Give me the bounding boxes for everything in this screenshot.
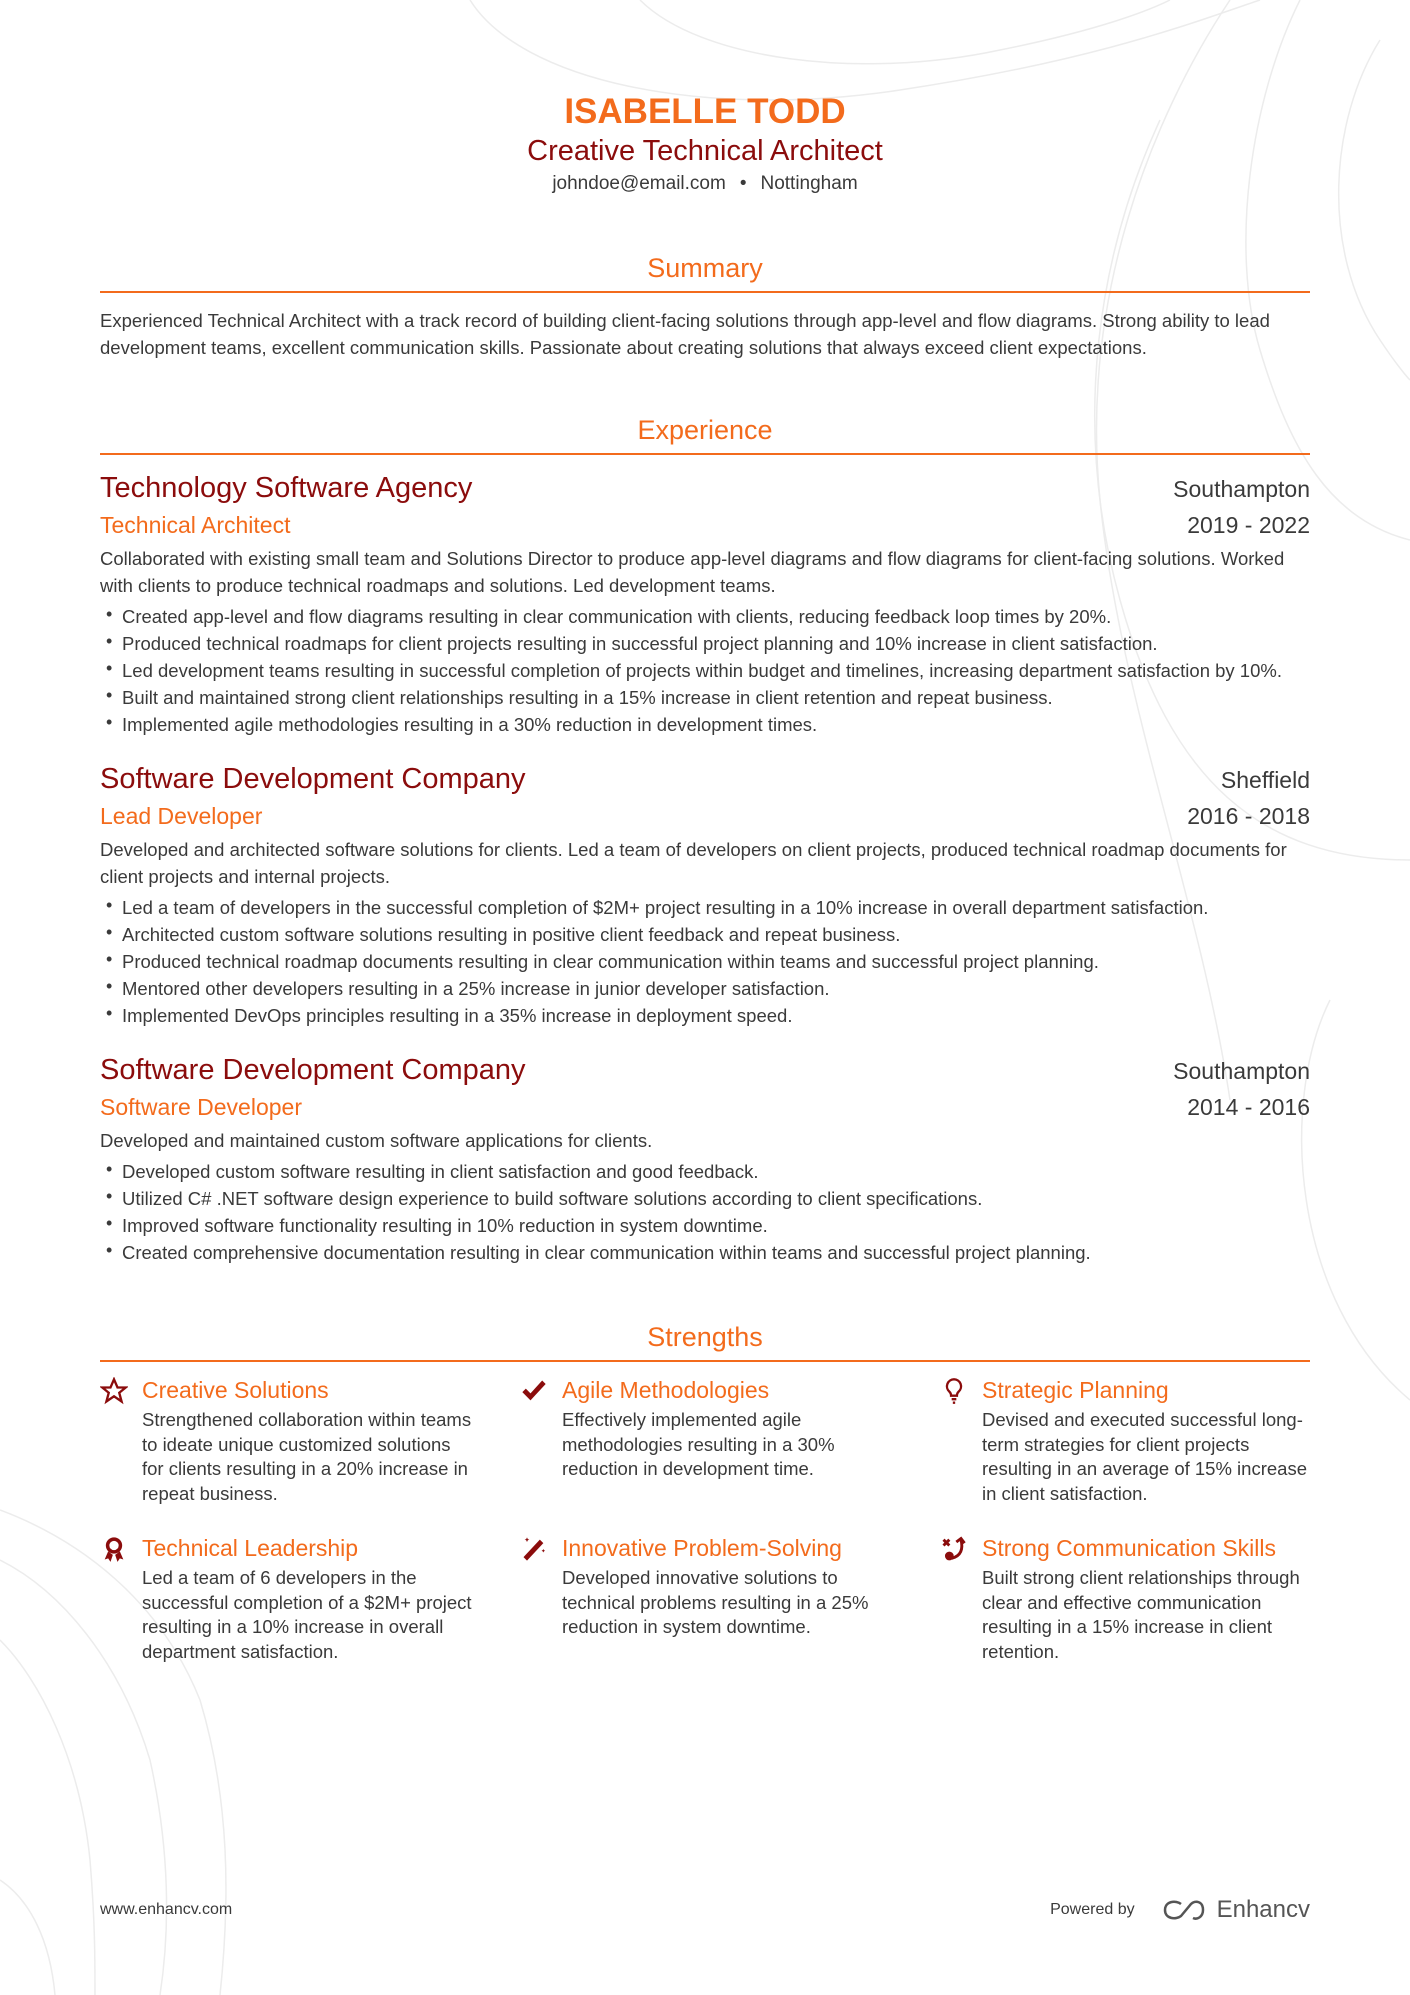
candidate-name: ISABELLE TODD — [564, 92, 846, 131]
check-icon — [520, 1374, 562, 1506]
section-heading-summary: Summary — [100, 251, 1310, 293]
job-role: Lead Developer — [100, 803, 263, 829]
separator: • — [739, 173, 747, 194]
job-location: Sheffield — [1220, 767, 1310, 793]
achievement-item: • Created app-level and flow diagrams resulting in clear communication with clients, reducing feedback loop times by 20%. — [100, 603, 1310, 630]
enhancv-logo-icon — [1161, 1898, 1207, 1922]
job-dates: 2016 - 2018 — [1187, 803, 1310, 829]
company-name: Technology Software Agency — [100, 472, 473, 504]
website-link[interactable]: www.enhancv.com — [100, 1901, 233, 1918]
powered-by — [1050, 1896, 1310, 1924]
email-link[interactable]: johndoe@email.com — [552, 173, 726, 194]
lightbulb-icon — [940, 1374, 982, 1506]
experience-entry — [100, 1051, 1310, 1266]
achievement-item: • Improved software functionality resulting in 10% reduction in system downtime. — [100, 1212, 1310, 1239]
achievement-item: • Implemented DevOps principles resulting in a 35% increase in deployment speed. — [100, 1002, 1310, 1029]
strength-title: Innovative Problem-Solving — [562, 1535, 842, 1561]
strength-item — [100, 1374, 520, 1506]
strength-item — [940, 1374, 1310, 1506]
strength-description: Developed innovative solutions to technical problems resulting in a 25% reduction in system downtime. — [562, 1567, 869, 1637]
magic-wand-icon — [520, 1532, 562, 1664]
achievement-list — [100, 1158, 1310, 1266]
enhancv-brand: Enhancv — [1216, 1896, 1310, 1923]
strength-description: Devised and executed successful long-term strategies for client projects resulting in an average of 15% increase in client satisfaction. — [982, 1409, 1307, 1504]
job-description: Developed and maintained custom software applications for clients. — [100, 1130, 653, 1151]
star-icon — [100, 1374, 142, 1506]
job-role: Technical Architect — [100, 512, 291, 538]
powered-by-label: Powered by — [1050, 1901, 1135, 1918]
achievement-item: • Developed custom software resulting in client satisfaction and good feedback. — [100, 1158, 1310, 1185]
experience-entry — [100, 469, 1310, 738]
strength-title: Strong Communication Skills — [982, 1535, 1277, 1561]
experience-entry — [100, 760, 1310, 1029]
achievement-item: • Created comprehensive documentation resulting in clear communication within teams and successful project planning. — [100, 1239, 1310, 1266]
footer — [100, 1896, 1310, 1924]
achievement-item: • Mentored other developers resulting in a 25% increase in junior developer satisfaction. — [100, 975, 1310, 1002]
strength-description: Led a team of 6 developers in the successful completion of a $2M+ project resulting in a 10% increase in overall department satisfaction. — [142, 1567, 472, 1662]
job-dates: 2014 - 2016 — [1187, 1094, 1310, 1120]
achievement-item: • Built and maintained strong client relationships resulting in a 15% increase in client retention and repeat business. — [100, 684, 1310, 711]
achievement-item: • Produced technical roadmaps for client projects resulting in successful project planning and 10% increase in client satisfaction. — [100, 630, 1310, 657]
job-description: Developed and architected software solutions for clients. Led a team of developers on client projects, produced technical roadmap documents for client projects and internal projects. — [100, 839, 1287, 887]
strength-item — [520, 1374, 940, 1506]
job-location: Southampton — [1173, 1058, 1310, 1084]
strength-description: Effectively implemented agile methodologies resulting in a 30% reduction in development time. — [562, 1409, 835, 1479]
company-name: Software Development Company — [100, 1054, 526, 1086]
strength-title: Technical Leadership — [142, 1535, 359, 1561]
section-heading-experience: Experience — [100, 413, 1310, 455]
achievement-item: • Produced technical roadmap documents resulting in clear communication within teams and successful project planning. — [100, 948, 1310, 975]
achievement-item: • Utilized C# .NET software design experience to build software solutions according to client specifications. — [100, 1185, 1310, 1212]
strength-item — [940, 1532, 1310, 1664]
location: Nottingham — [760, 173, 858, 194]
achievement-item: • Implemented agile methodologies resulting in a 30% reduction in development times. — [100, 711, 1310, 738]
company-name: Software Development Company — [100, 763, 526, 795]
job-role: Software Developer — [100, 1094, 302, 1120]
strength-item — [520, 1532, 940, 1664]
achievement-list — [100, 603, 1310, 738]
strength-title: Agile Methodologies — [562, 1377, 770, 1403]
summary-text: Experienced Technical Architect with a track record of building client-facing solutions through app-level and flow diagrams. Strong ability to lead development teams, excellent communication skills. Passionate about creating solutions that always exceed client expectations. — [100, 310, 1270, 358]
contact-info — [100, 171, 1310, 197]
achievement-item: • Architected custom software solutions resulting in positive client feedback and repeat business. — [100, 921, 1310, 948]
strength-item — [100, 1532, 520, 1664]
strategy-icon — [940, 1532, 982, 1664]
resume-page — [100, 0, 1310, 1664]
award-icon — [100, 1532, 142, 1664]
strength-title: Creative Solutions — [142, 1377, 329, 1403]
job-dates: 2019 - 2022 — [1187, 512, 1310, 538]
enhancv-logo[interactable] — [1161, 1896, 1310, 1924]
experience-list — [100, 469, 1310, 1266]
achievement-item: • Led development teams resulting in successful completion of projects within budget and timelines, increasing department satisfaction by 10%. — [100, 657, 1310, 684]
strengths-grid — [100, 1374, 1310, 1664]
achievement-list — [100, 894, 1310, 1029]
strength-title: Strategic Planning — [982, 1377, 1169, 1403]
job-description: Collaborated with existing small team and Solutions Director to produce app-level diagrams and flow diagrams for client-facing solutions. Worked with clients to produce technical roadmaps and solutions. Led development teams. — [100, 548, 1285, 596]
section-heading-strengths: Strengths — [100, 1320, 1310, 1362]
resume-header — [100, 0, 1310, 197]
strength-description: Built strong client relationships through clear and effective communication resulting in a 15% increase in client retention. — [982, 1567, 1300, 1662]
candidate-title: Creative Technical Architect — [527, 135, 883, 167]
achievement-item: • Led a team of developers in the successful completion of $2M+ project resulting in a 10% increase in overall department satisfaction. — [100, 894, 1310, 921]
strength-description: Strengthened collaboration within teams to ideate unique customized solutions for clients resulting in a 20% increase in repeat business. — [142, 1409, 472, 1504]
job-location: Southampton — [1173, 476, 1310, 502]
